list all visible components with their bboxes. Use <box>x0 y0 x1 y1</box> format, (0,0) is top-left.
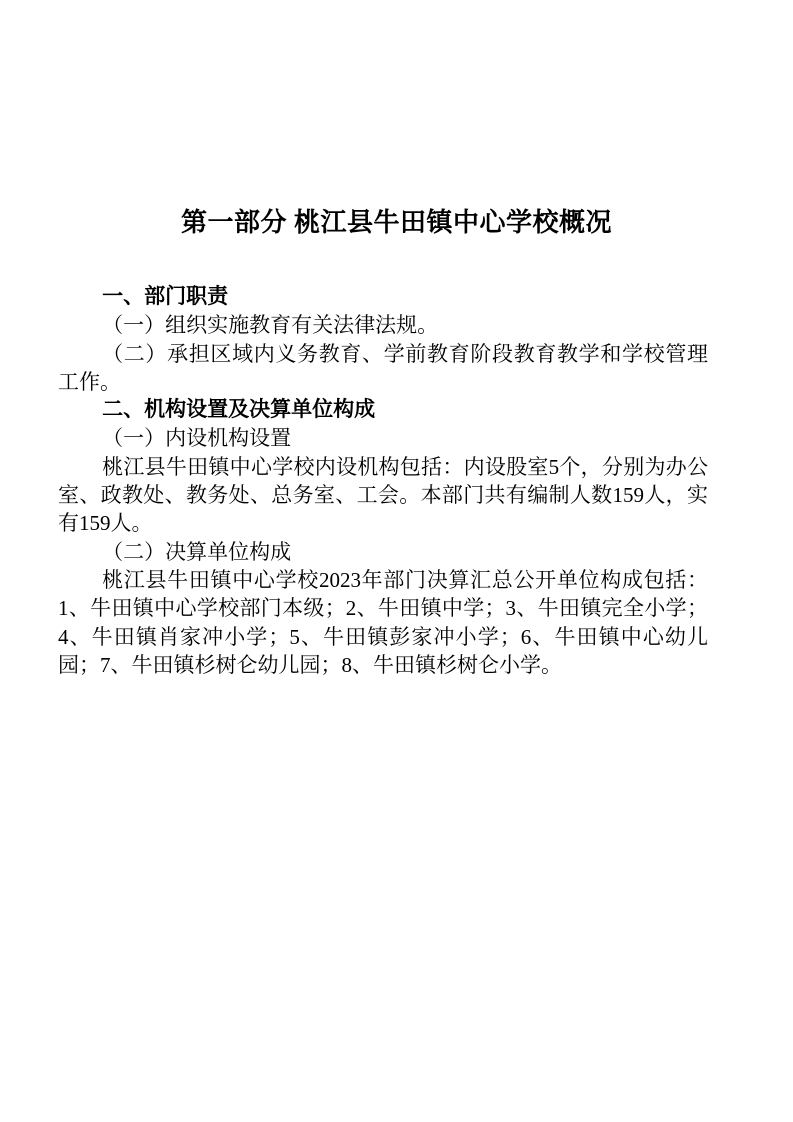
section-1-paragraph-1: （一）组织实施教育有关法律法规。 <box>102 313 439 338</box>
section-2-sub-2-paragraph: 桃江县牛田镇中心学校2023年部门决算汇总公开单位构成包括：1、牛田镇中心学校部门本级；2、牛田镇中学；3、牛田镇完全小学；4、牛田镇肖家冲小学；5、牛田镇彭家冲小学；6、牛田镇中心幼儿园；7、牛田镇杉树仑幼儿园；8、牛田镇杉树仑小学。 <box>58 567 708 677</box>
document-body <box>58 283 708 679</box>
section-1-heading: 一、部门职责 <box>102 285 229 308</box>
section-2-sub-1-paragraph: 桃江县牛田镇中心学校内设机构包括：内设股室5个，分别为办公室、政教处、教务处、总务室、工会。本部门共有编制人数159人，实有159人。 <box>58 454 708 536</box>
section-2-heading: 二、机构设置及决算单位构成 <box>102 398 376 422</box>
section-2-sub-2-heading: （二）决算单位构成 <box>102 539 292 564</box>
section-2-sub-1-heading: （一）内设机构设置 <box>102 426 292 451</box>
section-1-paragraph-2: （二）承担区域内义务教育、学前教育阶段教育教学和学校管理工作。 <box>58 341 708 394</box>
document-title: 第一部分 桃江县牛田镇中心学校概况 <box>180 208 612 237</box>
